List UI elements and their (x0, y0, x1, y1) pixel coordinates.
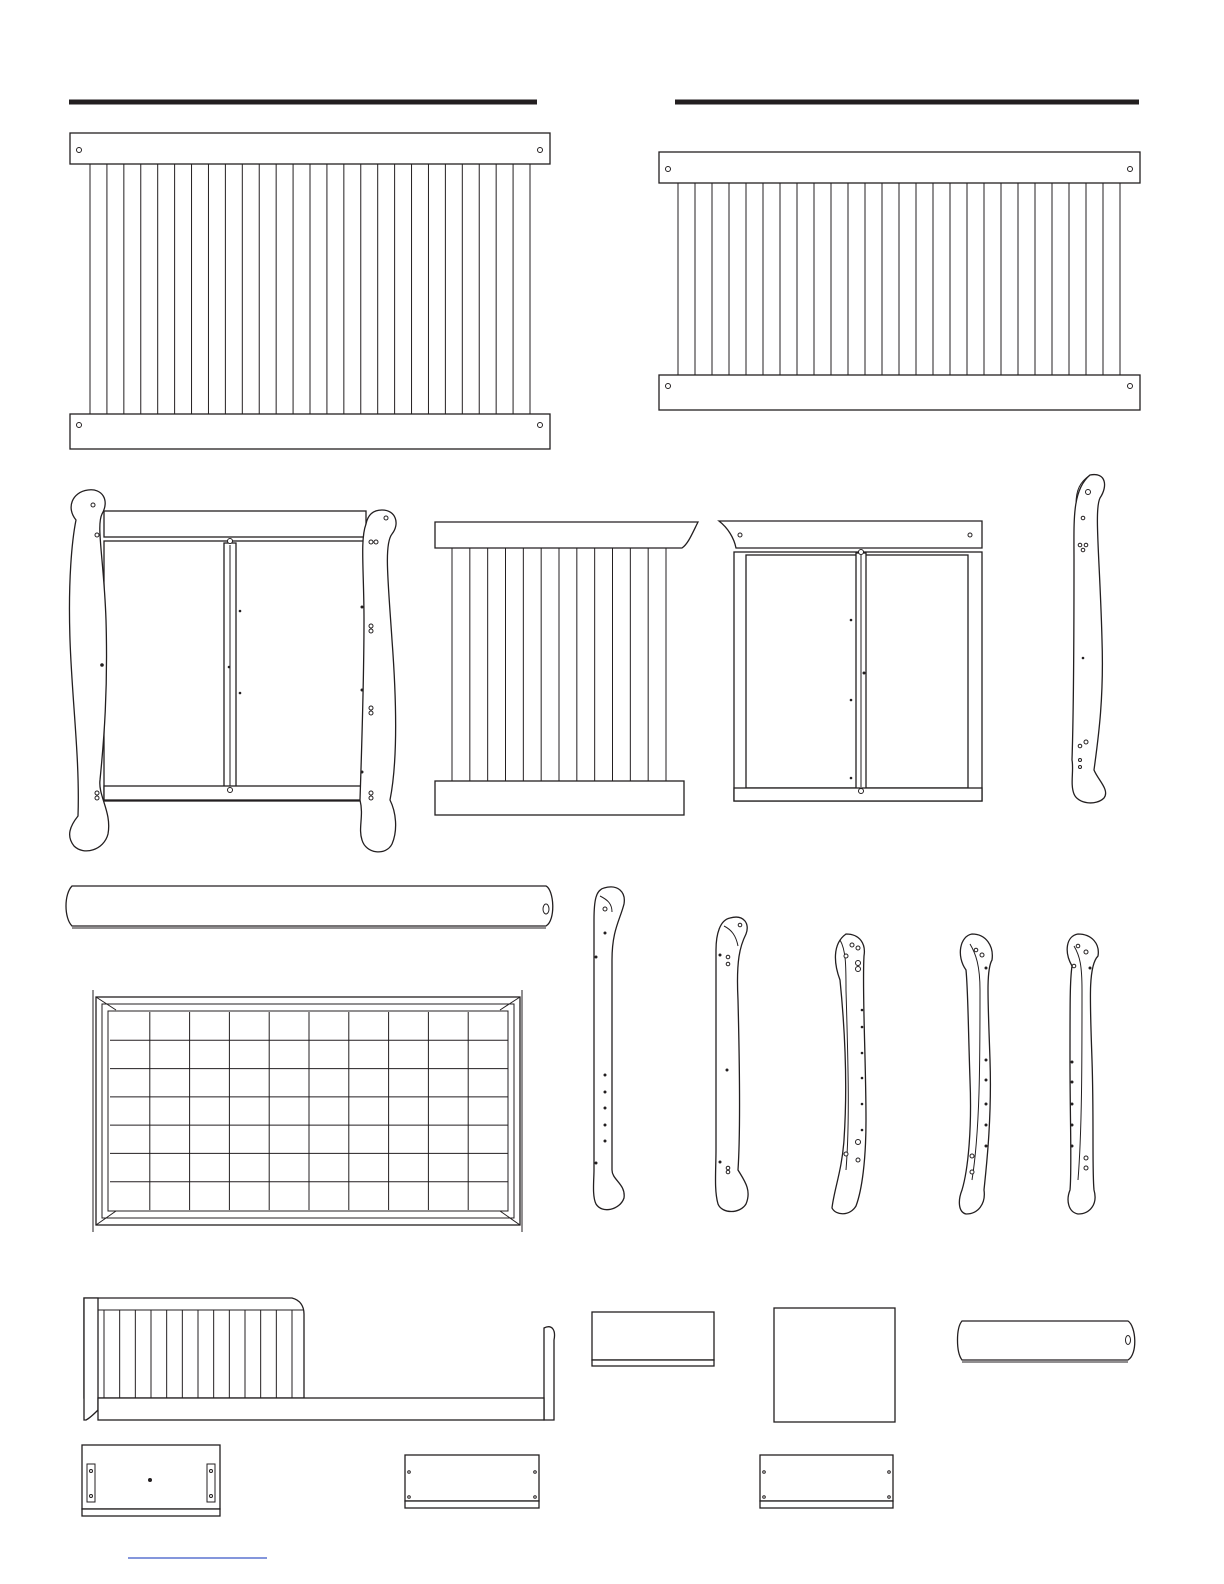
square-panel-part (774, 1308, 895, 1422)
short-roll-rail-part (958, 1321, 1135, 1362)
stretcher-2-part (760, 1455, 893, 1508)
top-roll-rail-part (66, 886, 553, 928)
small-rail-part (592, 1312, 714, 1366)
corner-post-5-part (959, 934, 992, 1214)
corner-post-4-part (832, 934, 866, 1214)
back-rail-part (659, 152, 1140, 410)
toddler-rail-slatted-part (435, 522, 698, 815)
corner-post-1-part (1072, 475, 1106, 803)
daybed-assembly-part (84, 1298, 555, 1420)
front-rail-part (70, 133, 550, 449)
mattress-support-part (93, 990, 522, 1232)
corner-post-6-part (1067, 934, 1098, 1214)
stretcher-1-part (405, 1455, 539, 1508)
corner-post-2-part (594, 887, 625, 1210)
toddler-rail-paneled-part (719, 521, 982, 801)
drawer-front-part (82, 1445, 220, 1516)
headboard-part (69, 490, 396, 852)
corner-post-3-part (716, 917, 749, 1211)
